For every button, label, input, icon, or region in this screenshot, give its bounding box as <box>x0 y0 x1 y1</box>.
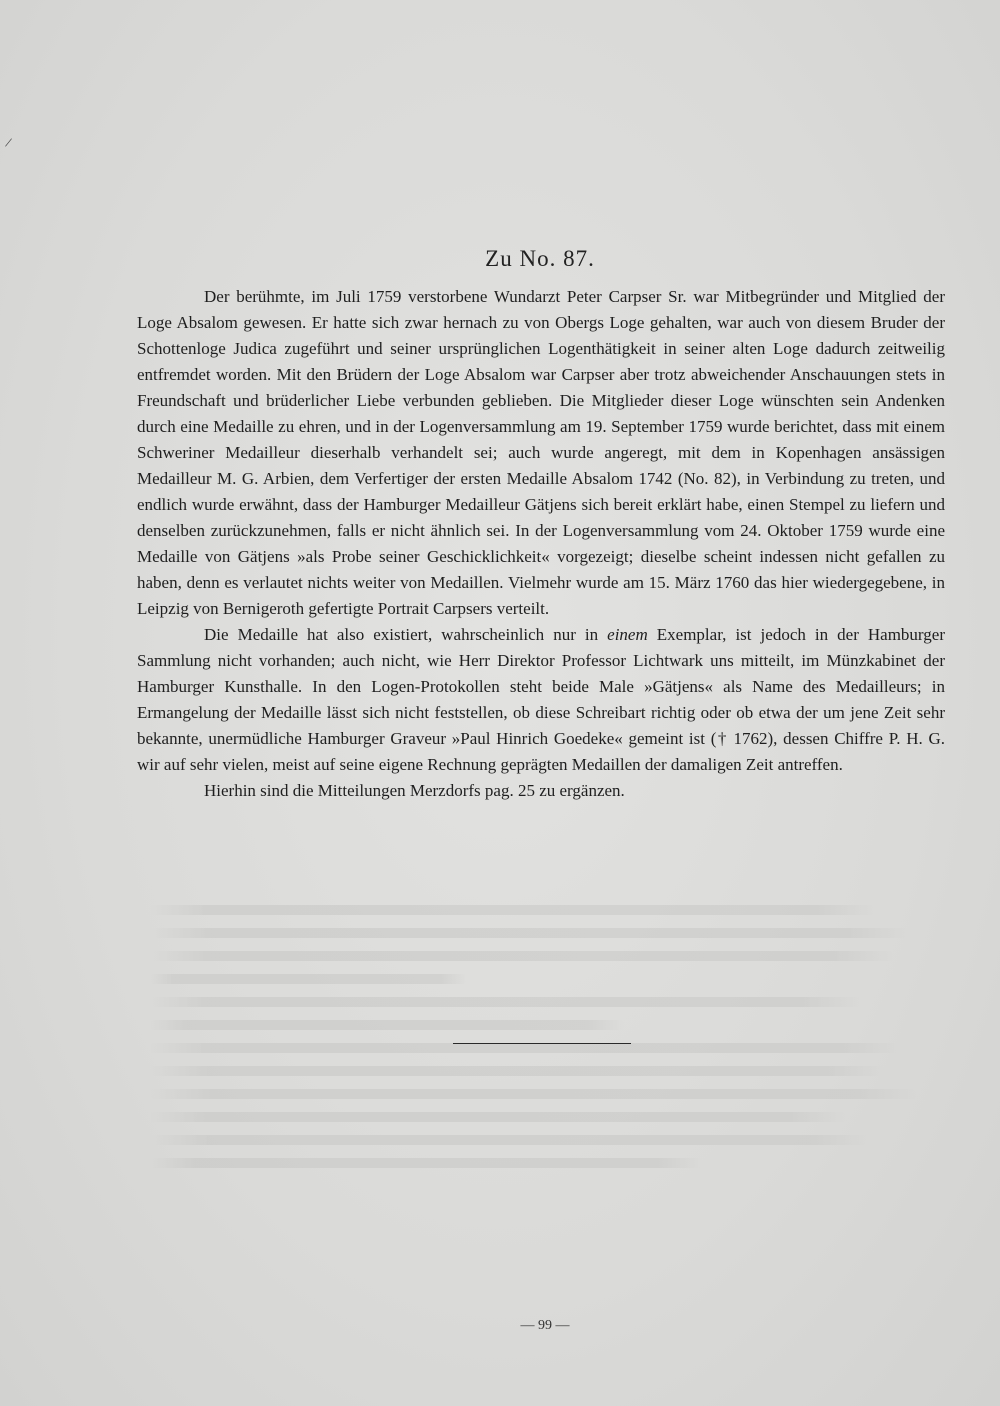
horizontal-rule <box>453 1043 631 1044</box>
paragraph-3: Hierhin sind die Mitteilungen Merzdorfs pag. 25 zu ergänzen. <box>204 781 625 800</box>
margin-mark: / <box>3 135 13 152</box>
body-text <box>137 284 945 804</box>
page-number: — 99 — <box>520 1318 570 1333</box>
paragraph-1: Der berühmte, im Juli 1759 verstorbene Wundarzt Peter Carpser Sr. war Mitbegründer und Mitglied der Loge Absalom gewesen. Er hatte sich zwar hernach zu von Obergs Loge gehalten, war auch von diesem Bruder der Schottenloge Judica zugeführt und seiner ursprünglichen Logenthätigkeit in seiner alten Loge dadurch zeitweilig entfremdet worden. Mit den Brüdern der Loge Absalom war Carpser aber trotz abweichender Anschauungen stets in Freundschaft und brüderlicher Liebe verbunden geblieben. Die Mitglieder dieser Loge wünschten sein Andenken durch eine Medaille zu ehren, und in der Logenversammlung am 19. September 1759 wurde berichtet, dass mit einem Schweriner Medailleur dieserhalb verhandelt sei; auch wurde angeregt, mit dem in Kopenhagen ansässigen Medailleur M. G. Arbien, dem Verfertiger der ersten Medaille Absalom 1742 (No. 82), in Verbindung zu treten, und endlich wurde erwähnt, dass der Hamburger Medailleur Gätjens sich bereit erklärt habe, einen Stempel zu liefern und denselben zurückzunehmen, falls er nicht ähnlich sei. In der Logenversammlung vom 24. Oktober 1759 wurde eine Medaille von Gätjens »als Probe seiner Geschicklichkeit« vorgezeigt; dieselbe scheint indessen nicht gefallen zu haben, denn es verlautet nichts weiter von Medaillen. Vielmehr wurde am 15. März 1760 das hier wiedergegebene, in Leipzig von Bernigeroth gefertigte Portrait Carpsers verteilt. <box>137 287 945 618</box>
emphasized-word: einem <box>607 625 648 644</box>
section-heading: Zu No. 87. <box>485 246 595 271</box>
paragraph-2: Die Medaille hat also existiert, wahrscheinlich nur in einem Exemplar, ist jedoch in der Hamburger Sammlung nicht vorhanden; auch nicht, wie Herr Direktor Professor Lichtwark uns mitteilt, im Münzkabinet der Hamburger Kunsthalle. In den Logen-Protokollen steht beide Male »Gätjens« als Name des Medailleurs; in Ermangelung der Medaille lässt sich nicht feststellen, ob diese Schreibart richtig oder ob etwa der um jene Zeit sehr bekannte, unermüdliche Hamburger Graveur »Paul Hinrich Goedeke« gemeint ist († 1762), dessen Chiffre P. H. G. wir auf sehr vielen, meist auf seine eigene Rechnung geprägten Medaillen der damaligen Zeit antreffen. <box>137 625 945 774</box>
